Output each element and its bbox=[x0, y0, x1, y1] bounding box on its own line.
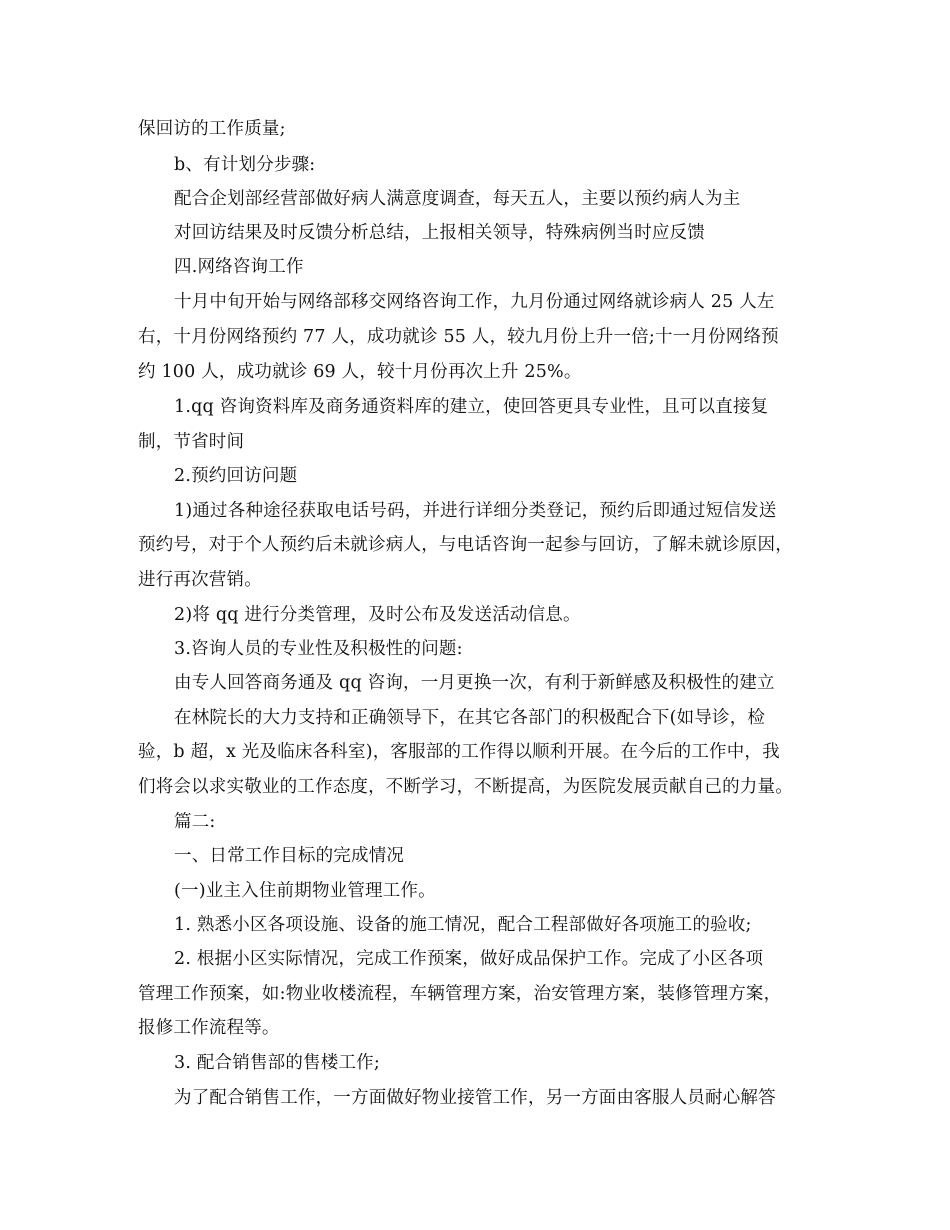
text-line: 制，节省时间 bbox=[138, 432, 245, 452]
text-line: (一)业主入住前期物业管理工作。 bbox=[174, 881, 436, 901]
text-line: 2.预约回访问题 bbox=[174, 466, 298, 486]
text-line: 1)通过各种途径获取电话号码，并进行详细分类登记，预约后即通过短信发送 bbox=[174, 501, 777, 521]
text-line: 1. 熟悉小区各项设施、设备的施工情况，配合工程部做好各项施工的验收; bbox=[174, 915, 752, 935]
text-line: 对回访结果及时反馈分析总结，上报相关领导，特殊病例当时应反馈 bbox=[174, 223, 705, 243]
text-line: 3.咨询人员的专业性及积极性的问题: bbox=[174, 639, 463, 659]
text-line: 十月中旬开始与网络部移交网络咨询工作，九月份通过网络就诊病人 25 人左 bbox=[174, 292, 775, 312]
text-line: 保回访的工作质量; bbox=[138, 119, 286, 139]
text-line: 预约号，对于个人预约后未就诊病人，与电话咨询一起参与回访，了解未就诊原因， bbox=[138, 535, 793, 555]
section-heading: 篇二: bbox=[174, 812, 216, 832]
text-line: 管理工作预案，如:物业收楼流程，车辆管理方案，治安管理方案，装修管理方案， bbox=[138, 984, 782, 1004]
section-heading: 一、日常工作目标的完成情况 bbox=[174, 846, 405, 866]
section-heading: 四.网络咨询工作 bbox=[174, 257, 304, 277]
text-line: 在林院长的大力支持和正确领导下，在其它各部门的积极配合下(如导诊，检 bbox=[174, 708, 766, 728]
text-line: 报修工作流程等。 bbox=[138, 1018, 280, 1038]
text-line: 进行再次营销。 bbox=[138, 570, 262, 590]
text-line: 1.qq 咨询资料库及商务通资料库的建立，使回答更具专业性，且可以直接复 bbox=[174, 397, 769, 417]
text-line: b、有计划分步骤: bbox=[174, 155, 316, 175]
text-line: 2)将 qq 进行分类管理，及时公布及发送活动信息。 bbox=[174, 605, 581, 625]
text-line: 为了配合销售工作，一方面做好物业接管工作，另一方面由客服人员耐心解答 bbox=[174, 1088, 776, 1108]
text-line: 们将会以求实敬业的工作态度，不断学习，不断提高，为医院发展贡献自己的力量。 bbox=[138, 777, 793, 797]
text-line: 配合企划部经营部做好病人满意度调查，每天五人，主要以预约病人为主 bbox=[174, 189, 741, 209]
text-line: 右，十月份网络预约 77 人，成功就诊 55 人，较九月份上升一倍;十一月份网络预 bbox=[138, 327, 779, 347]
text-line: 3. 配合销售部的售楼工作; bbox=[174, 1053, 380, 1073]
text-line: 由专人回答商务通及 qq 咨询，一月更换一次，有利于新鲜感及积极性的建立 bbox=[174, 673, 775, 693]
text-line: 约 100 人，成功就诊 69 人，较十月份再次上升 25%。 bbox=[138, 362, 582, 382]
text-line: 验，b 超，x 光及临床各科室)，客服部的工作得以顺利开展。在今后的工作中，我 bbox=[138, 742, 780, 762]
text-line: 2. 根据小区实际情况，完成工作预案，做好成品保护工作。完成了小区各项 bbox=[174, 949, 764, 969]
